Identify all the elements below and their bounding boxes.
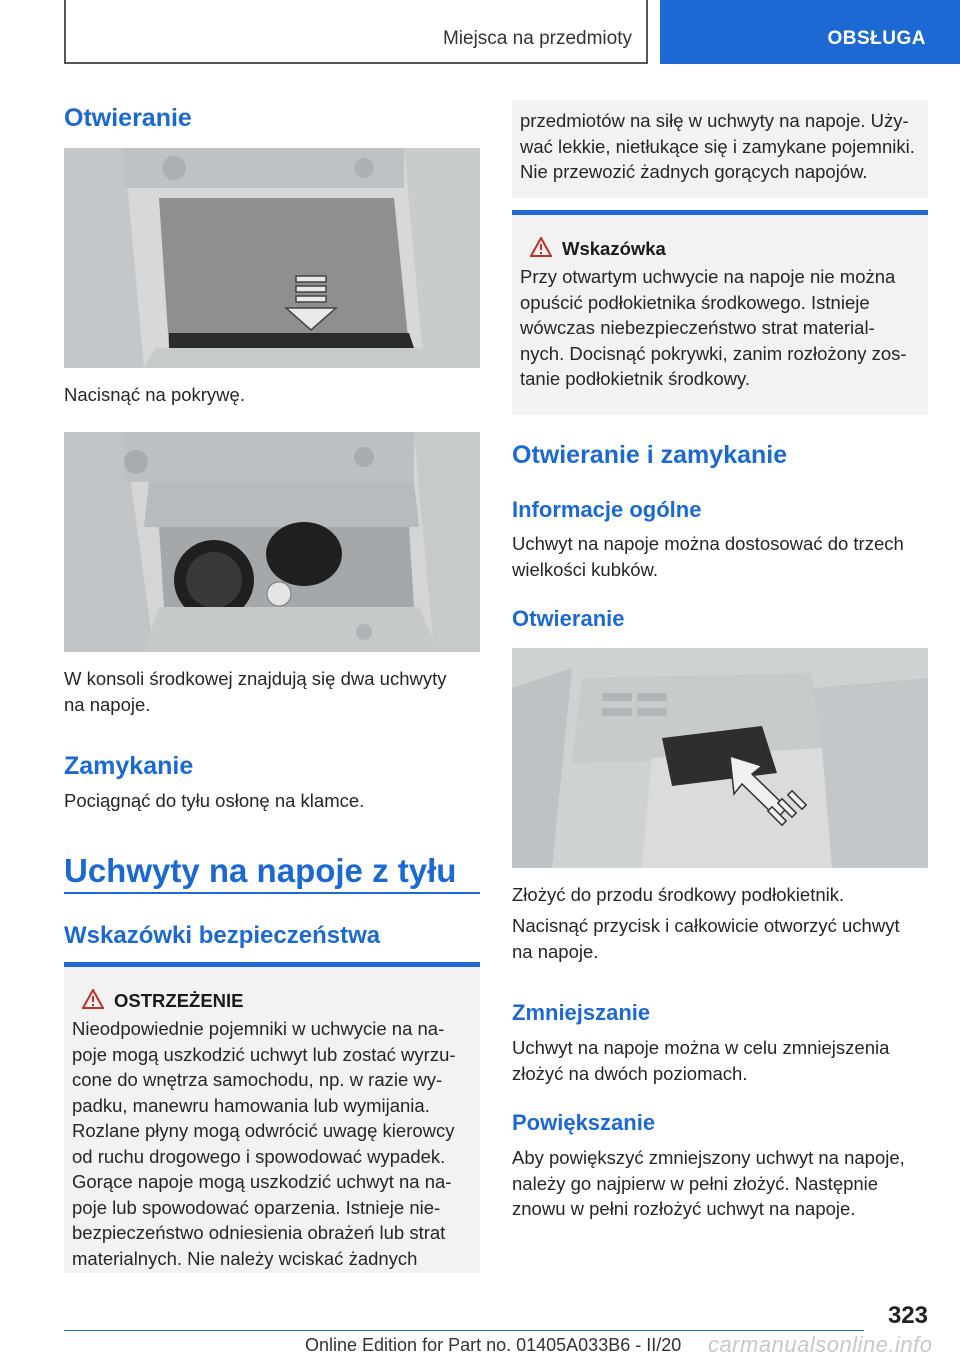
heading-safety: Wskazówki bezpieczeństwa: [64, 922, 381, 949]
heading-reduce: Zmniejszanie: [512, 1000, 651, 1025]
header-chapter-label: OBSŁUGA: [827, 28, 926, 49]
warning-line: poje mogą uszkodzić uchwyt lub zostać wyrzu-: [72, 1043, 456, 1065]
text-line: należy go najpierw w pełni złożyć. Następnie: [512, 1172, 879, 1194]
note-line: tanie podłokietnik środkowy.: [520, 368, 751, 389]
warning-line: padku, manewru hamowania lub wymijania.: [72, 1094, 430, 1116]
text-line: na napoje.: [512, 940, 599, 962]
warning-title: OSTRZEŻENIE: [114, 990, 244, 1011]
warning-triangle-icon: [530, 237, 552, 257]
heading-main-rear-cupholders: Uchwyty na napoje z tyłu: [64, 852, 457, 889]
text-line: złożyć na dwóch poziomach.: [512, 1062, 748, 1084]
note-line: nych. Docisnąć pokrywki, zanim rozłożony zos-: [520, 342, 907, 364]
text-line: Nacisnąć przycisk i całkowicie otworzyć uchwyt: [512, 915, 900, 936]
warning-line: Gorące napoje mogą uszkodzić uchwyt na na-: [72, 1171, 452, 1192]
text-open-step2: [512, 913, 928, 964]
text-line: wielkości kubków.: [512, 558, 659, 580]
text-line: Aby powiększyć zmniejszony uchwyt na napoje,: [512, 1147, 905, 1168]
note-title: Wskazówka: [562, 238, 666, 259]
note-text: [520, 264, 920, 392]
warning-line: Nieodpowiednie pojemniki w uchwycie na na-: [72, 1018, 445, 1039]
warning-line: wać lekkie, nietłukące się i zamykane pojemniki.: [520, 135, 915, 157]
footer-rule: [64, 1330, 864, 1331]
illustration-press-cover: [64, 148, 480, 368]
caption-line: W konsoli środkowej znajdują się dwa uchwyty: [64, 668, 447, 689]
page-number: 323: [887, 1302, 928, 1329]
watermark: carmanualsonline.info: [708, 1332, 933, 1357]
warning-line: bezpieczeństwo odniesienia obrażeń lub strat: [72, 1222, 446, 1243]
warning-line: od ruchu drogowego i spowodować wypadek.: [72, 1145, 446, 1167]
footer-edition: Online Edition for Part no. 01405A033B6 - II/20: [305, 1335, 682, 1355]
warning-text-continued: [520, 108, 920, 185]
text-open-step1: Złożyć do przodu środkowy podłokietnik.: [512, 884, 845, 905]
text-line: Uchwyt na napoje można dostosować do trzech: [512, 533, 904, 554]
warning-triangle-icon: [82, 989, 104, 1009]
heading-otwieranie: Otwieranie: [64, 104, 192, 132]
text-line: znowu w pełni rozłożyć uchwyt na napoje.: [512, 1198, 856, 1219]
note-header: [520, 223, 920, 264]
warning-line: Nie przewozić żadnych gorących napojów.: [520, 161, 868, 182]
heading-zamykanie: Zamykanie: [64, 752, 194, 780]
warning-line: cone do wnętrza samochodu, np. w razie wy-: [72, 1069, 443, 1090]
text-zamykanie: Pociągnąć do tyłu osłonę na klamce.: [64, 790, 365, 811]
header-chapter-tab: [660, 0, 960, 64]
text-enlarge: [512, 1145, 928, 1222]
warning-box-continued: [512, 100, 928, 198]
heading-open-right: Otwieranie: [512, 606, 625, 631]
warning-line: poje lub spowodować oparzenia. Istnieje nie-: [72, 1196, 441, 1218]
heading-underline: [64, 892, 480, 894]
warning-line: przedmiotów na siłę w uchwyty na napoje. Uży-: [520, 110, 909, 131]
warning-text: [72, 1016, 472, 1271]
caption-press-cover: Nacisnąć na pokrywę.: [64, 384, 245, 405]
warning-line: materialnych. Nie należy wciskać żadnych: [72, 1247, 418, 1269]
text-general: [512, 531, 928, 582]
header-section-title: Miejsca na przedmioty: [442, 28, 632, 49]
text-line: Uchwyt na napoje można w celu zmniejszenia: [512, 1037, 890, 1058]
note-line: wówczas niebezpieczeństwo strat material-: [520, 317, 875, 338]
warning-box: [64, 967, 480, 1273]
caption-cup-holders: [64, 666, 480, 717]
warning-line: Rozlane płyny mogą odwrócić uwagę kierowcy: [72, 1120, 455, 1141]
warning-header: [72, 975, 472, 1016]
heading-general: Informacje ogólne: [512, 497, 702, 522]
note-box: [512, 215, 928, 415]
heading-enlarge: Powiększanie: [512, 1110, 656, 1135]
note-line: Przy otwartym uchwycie na napoje nie można: [520, 266, 896, 287]
heading-open-close: Otwieranie i zamykanie: [512, 441, 788, 469]
note-line: opuścić podłokietnika środkowego. Istnieje: [520, 291, 870, 313]
header-section-box: [64, 0, 648, 64]
caption-line: na napoje.: [64, 693, 151, 715]
text-reduce: [512, 1035, 928, 1086]
illustration-cup-holders: [64, 432, 480, 652]
illustration-armrest-button: [512, 648, 928, 868]
